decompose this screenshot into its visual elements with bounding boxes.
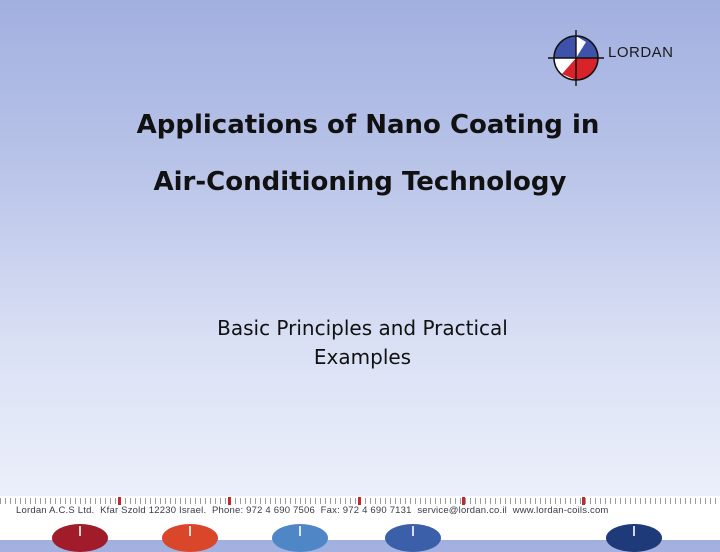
footer-ruler-mark [582,497,585,505]
slide-subtitle-line-1: Basic Principles and Practical [217,316,508,340]
footer-ruler-mark [228,497,231,505]
footer-website[interactable]: www.lordan-coils.com [512,505,609,516]
footer-phone: Phone: 972 4 690 7506 [211,505,315,516]
logo [548,30,688,84]
footer-fax: Fax: 972 4 690 7131 [320,505,412,516]
slide-title-line-2: Air-Conditioning Technology [153,167,567,197]
footer-bar [0,496,720,540]
lordan-compass-logo-icon [548,30,604,86]
footer-ruler-mark [118,497,121,505]
footer-email[interactable]: service@lordan.co.il [417,505,507,516]
footer-dot [385,524,441,552]
slide-subtitle [150,314,575,372]
footer-ruler-mark [462,497,465,505]
footer-dot [272,524,328,552]
footer-dot [162,524,218,552]
footer-dot [52,524,108,552]
footer-company: Lordan A.C.S Ltd. [16,505,95,516]
slide-subtitle-line-2: Examples [313,345,412,369]
footer-color-dots [0,520,720,540]
footer-address: Kfar Szold 12230 Israel. [100,505,207,516]
footer-dot [606,524,662,552]
slide-title-line-1: Applications of Nano Coating in [136,110,600,140]
footer-contact [16,505,716,516]
footer-ruler-mark [358,497,361,505]
logo-wordmark: LORDAN [608,44,674,61]
